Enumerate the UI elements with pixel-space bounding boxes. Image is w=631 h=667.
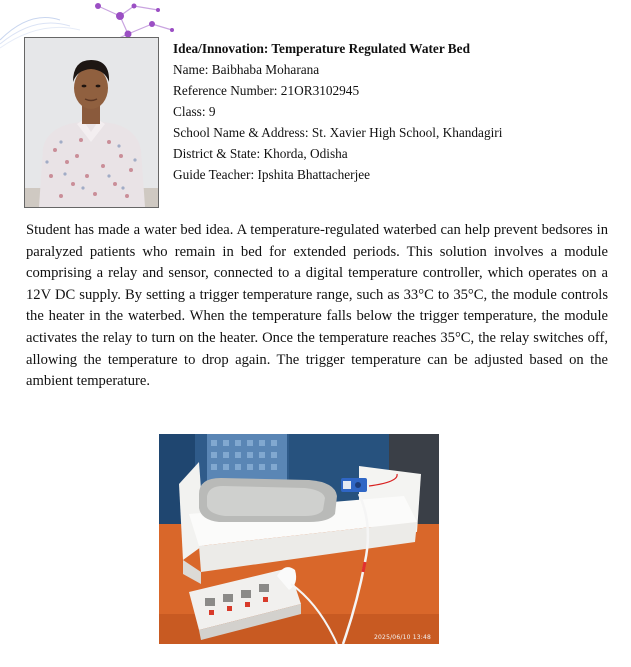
photo-timestamp: 2025/06/10 13:48 (374, 634, 431, 641)
student-name: Name: Baibhaba Moharana (173, 62, 320, 77)
water-bed-model-image (159, 434, 439, 644)
district-state: District & State: Khorda, Odisha (173, 146, 348, 161)
idea-title: Idea/Innovation: Temperature Regulated Water Bed (173, 41, 470, 56)
student-info (173, 38, 613, 185)
student-photo (24, 37, 159, 208)
project-demo-photo (159, 434, 439, 644)
student-portrait-image (25, 38, 158, 207)
guide-teacher: Guide Teacher: Ipshita Bhattacherjee (173, 167, 371, 182)
student-class: Class: 9 (173, 104, 216, 119)
idea-description: Student has made a water bed idea. A temperature-regulated waterbed can help prevent bedsores in paralyzed patients who remain in bed for extended periods. This solution involves a module comprising a relay and sensor, connected to a digital temperature controller, which operates on a 12V DC supply. By setting a trigger temperature range, such as 33°C to 35°C, the module controls the heater in the waterbed. When the temperature falls below the trigger temperature, the module activates the relay to turn on the heater. Once the temperature reaches 35°C, the relay switches off, allowing the temperature to drop again. The trigger temperature can be adjusted based on the ambient temperature. (26, 222, 608, 390)
reference-number: Reference Number: 21OR3102945 (173, 83, 360, 98)
school-name-address: School Name & Address: St. Xavier High School, Khandagiri (173, 125, 503, 140)
